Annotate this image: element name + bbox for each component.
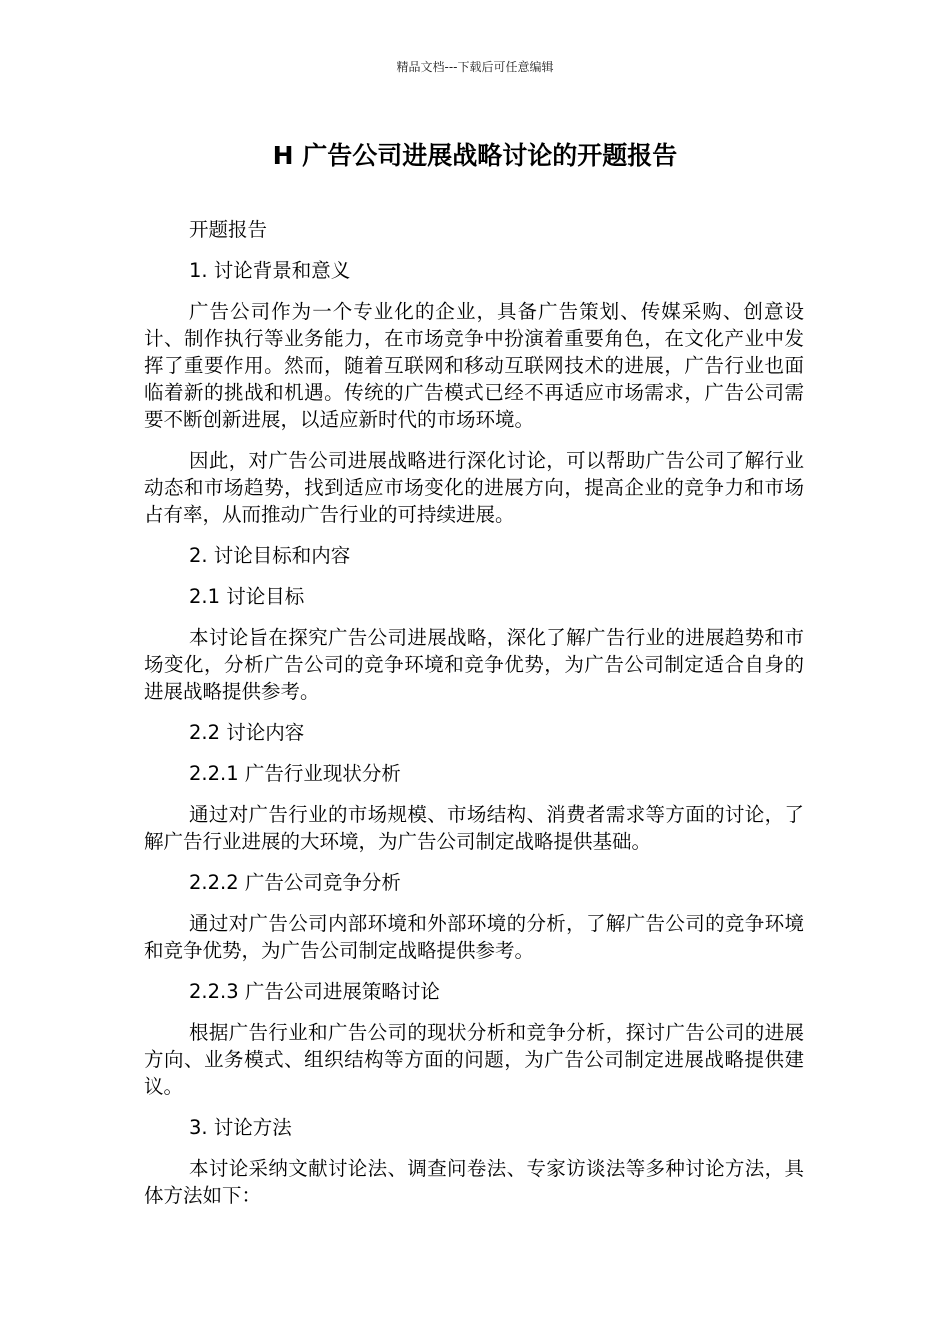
document-body bbox=[144, 216, 804, 1223]
body-paragraph: 因此，对广告公司进展战略进行深化讨论，可以帮助广告公司了解行业动态和市场趋势，找到适应市场变化的进展方向，提高企业的竞争力和市场占有率，从而推动广告行业的可持续进展。 bbox=[144, 449, 804, 526]
document-title: H 广告公司进展战略讨论的开题报告 bbox=[272, 141, 678, 170]
section-heading-2-1: 2.1 讨论目标 bbox=[189, 585, 305, 608]
section-heading-2-2: 2.2 讨论内容 bbox=[189, 721, 305, 744]
section-heading-2: 2. 讨论目标和内容 bbox=[189, 544, 351, 567]
body-paragraph: 本讨论旨在探究广告公司进展战略，深化了解广告行业的进展趋势和市场变化，分析广告公司的竞争环境和竞争优势，为广告公司制定适合自身的进展战略提供参考。 bbox=[144, 626, 804, 703]
body-paragraph: 本讨论采纳文献讨论法、调查问卷法、专家访谈法等多种讨论方法，具体方法如下： bbox=[144, 1157, 804, 1207]
section-heading-2-2-3: 2.2.3 广告公司进展策略讨论 bbox=[189, 980, 440, 1003]
body-paragraph: 广告公司作为一个专业化的企业，具备广告策划、传媒采购、创意设计、制作执行等业务能力，在市场竞争中扮演着重要角色，在文化产业中发挥了重要作用。然而，随着互联网和移动互联网技术的进展，广告行业也面临着新的挑战和机遇。传统的广告模式已经不再适应市场需求，广告公司需要不断创新进展，以适应新时代的市场环境。 bbox=[144, 300, 804, 431]
section-heading-2-2-2: 2.2.2 广告公司竞争分析 bbox=[189, 871, 401, 894]
section-heading-1: 1. 讨论背景和意义 bbox=[189, 259, 351, 282]
page-header: 精品文档---下载后可任意编辑 bbox=[396, 60, 554, 74]
section-heading-3: 3. 讨论方法 bbox=[189, 1116, 292, 1139]
body-paragraph: 通过对广告行业的市场规模、市场结构、消费者需求等方面的讨论，了解广告行业进展的大环境，为广告公司制定战略提供基础。 bbox=[144, 803, 804, 853]
body-paragraph: 根据广告行业和广告公司的现状分析和竞争分析，探讨广告公司的进展方向、业务模式、组织结构等方面的问题，为广告公司制定进展战略提供建议。 bbox=[144, 1021, 804, 1098]
body-paragraph: 通过对广告公司内部环境和外部环境的分析，了解广告公司的竞争环境和竞争优势，为广告公司制定战略提供参考。 bbox=[144, 912, 804, 962]
section-heading-2-2-1: 2.2.1 广告行业现状分析 bbox=[189, 762, 401, 785]
section-heading-report: 开题报告 bbox=[189, 218, 268, 241]
